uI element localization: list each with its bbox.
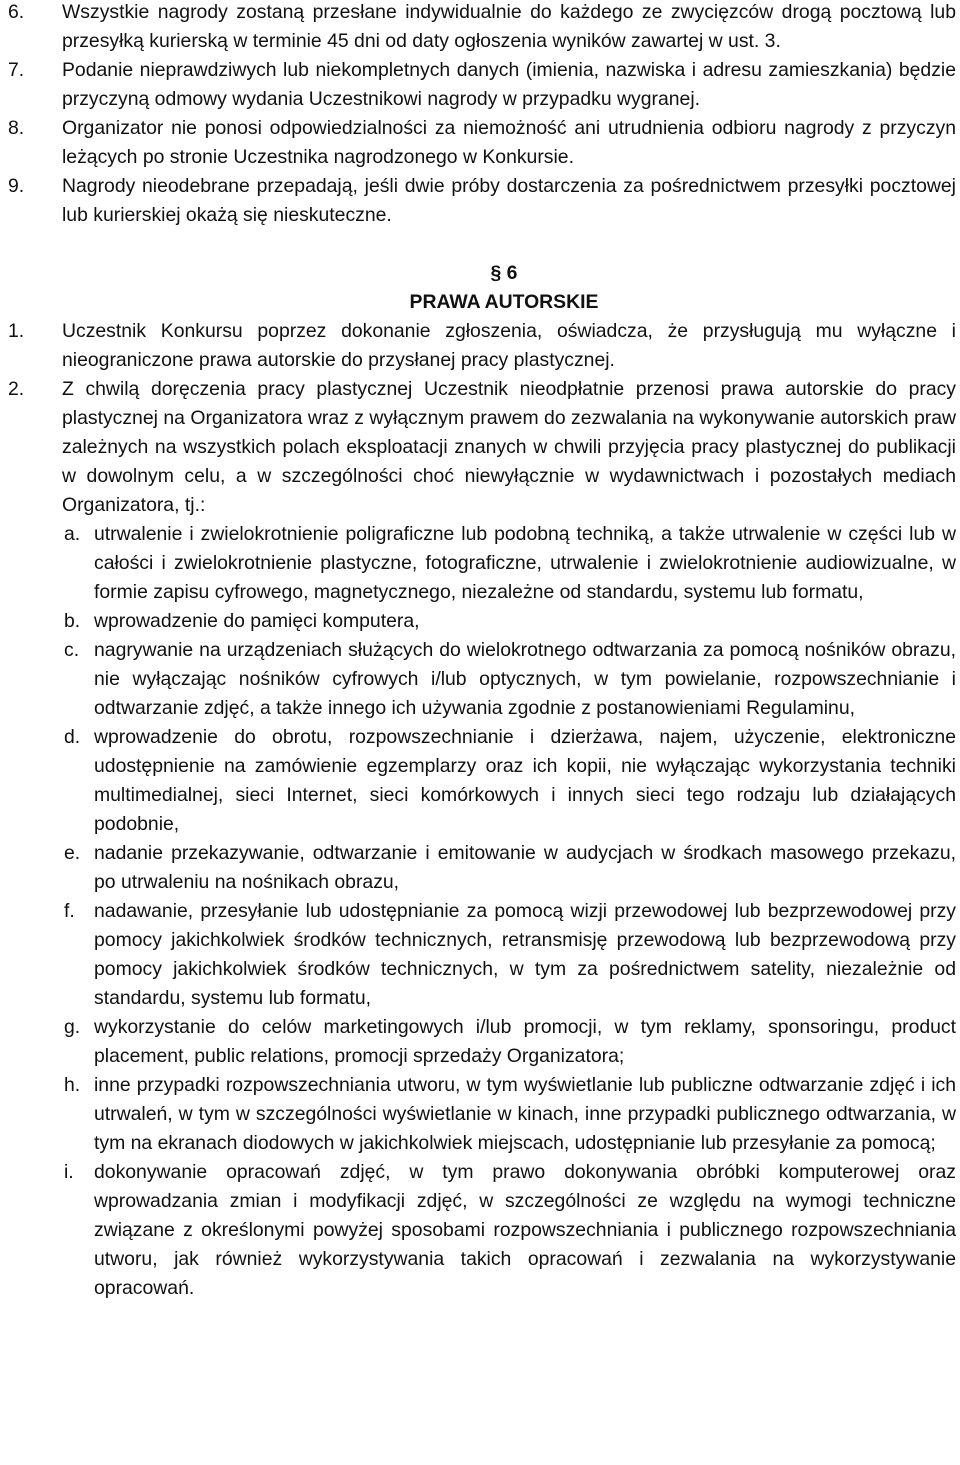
list-item <box>0 56 960 114</box>
sub-item-text: wprowadzenie do pamięci komputera, <box>94 610 420 632</box>
item-number: 9. <box>8 175 25 197</box>
sub-item-letter: h. <box>64 1074 81 1096</box>
item-number: 8. <box>8 117 25 139</box>
item-number: 7. <box>8 59 25 81</box>
item-number: 1. <box>8 320 25 342</box>
exploitation-fields-list <box>0 520 960 1303</box>
item-text: Nagrody nieodebrane przepadają, jeśli dwie próby dostarczenia za pośrednictwem przesyłki pocztowej lub kurierskiej okażą się nieskuteczne. <box>62 175 956 226</box>
sub-item-letter: i. <box>64 1161 74 1183</box>
sub-list-item <box>0 839 960 897</box>
sub-item-letter: b. <box>64 610 81 632</box>
list-item <box>0 0 960 56</box>
sub-item-letter: e. <box>64 842 81 864</box>
sub-list-item <box>0 1013 960 1071</box>
sub-list-item <box>0 636 960 723</box>
sub-item-text: wykorzystanie do celów marketingowych i/lub promocji, w tym reklamy, sponsoringu, product placement, public relations, promocji sprzedaży Organizatora; <box>94 1016 956 1067</box>
sub-list-item <box>0 1158 960 1303</box>
sub-item-letter: g. <box>64 1016 81 1038</box>
section-heading <box>0 259 960 317</box>
sub-list-item <box>0 1071 960 1158</box>
item-number: 2. <box>8 378 25 400</box>
sub-item-text: wprowadzenie do obrotu, rozpowszechnianie i dzierżawa, najem, użyczenie, elektroniczne udostępnienie na zamówienie egzemplarzy oraz ich kopii, nie wyłączając wykorzystania techniki multimedialnej, sieci Internet, sieci komórkowych i innych sieci tego rodzaju lub działających podobnie, <box>94 726 956 835</box>
list-item <box>0 317 960 375</box>
sub-item-text: nadanie przekazywanie, odtwarzanie i emitowanie w audycjach w środkach masowego przekazu, po utrwaleniu na nośnikach obrazu, <box>94 842 956 893</box>
sub-item-letter: a. <box>64 523 81 545</box>
sub-list-item <box>0 607 960 636</box>
list-item <box>0 114 960 172</box>
item-text: Podanie nieprawdziwych lub niekompletnych danych (imienia, nazwiska i adresu zamieszkania) będzie przyczyną odmowy wydania Uczestnikowi nagrody w przypadku wygranej. <box>62 59 956 110</box>
item-number: 6. <box>8 1 25 23</box>
item-text: Organizator nie ponosi odpowiedzialności za niemożność ani utrudnienia odbioru nagrody z przyczyn leżących po stronie Uczestnika nagrodzonego w Konkursie. <box>62 117 956 168</box>
sub-item-text: inne przypadki rozpowszechniania utworu, w tym wyświetlanie lub publiczne odtwarzanie zdjęć i ich utrwaleń, w tym w szczególności wyświetlanie w kinach, inne przypadki publicznego odtwarzania, w tym na ekranach diodowych w jakichkolwiek miejscach, udostępnianie lub przesyłanie za pomocą; <box>94 1074 956 1154</box>
sub-list-item <box>0 723 960 839</box>
sub-item-letter: c. <box>64 639 80 661</box>
prize-rules-list <box>0 0 960 230</box>
item-text: Uczestnik Konkursu poprzez dokonanie zgłoszenia, oświadcza, że przysługują mu wyłączne i nieograniczone prawa autorskie do przysłanej pracy plastycznej. <box>62 320 956 371</box>
sub-item-text: nadawanie, przesyłanie lub udostępnianie za pomocą wizji przewodowej lub bezprzewodowej przy pomocy jakichkolwiek środków technicznych, retransmisję przewodową lub bezprzewodową przy pomocy jakichkolwiek środków technicznych, w tym za pośrednictwem satelity, niezależnie od standardu, systemu lub formatu, <box>94 900 956 1009</box>
sub-list-item <box>0 520 960 607</box>
item-text: Wszystkie nagrody zostaną przesłane indywidualnie do każdego ze zwycięzców drogą pocztową lub przesyłką kurierską w terminie 45 dni od daty ogłoszenia wyników zawartej w ust. 3. <box>62 1 956 52</box>
sub-item-text: dokonywanie opracowań zdjęć, w tym prawo dokonywania obróbki komputerowej oraz wprowadzania zmian i modyfikacji zdjęć, w szczególności ze względu na wymogi techniczne związane z określonymi powyżej sposobami rozpowszechniania i publicznego rozpowszechniania utworu, jak również wykorzystywania takich opracowań i zezwalania na wykorzystywanie opracowań. <box>94 1161 956 1299</box>
section-number: § 6 <box>490 262 518 284</box>
list-item <box>0 172 960 230</box>
sub-item-letter: d. <box>64 726 81 748</box>
list-item <box>0 375 960 520</box>
item-text: Z chwilą doręczenia pracy plastycznej Uczestnik nieodpłatnie przenosi prawa autorskie do pracy plastycznej na Organizatora wraz z wyłącznym prawem do zezwalania na wykonywanie autorskich praw zależnych na wszystkich polach eksploatacji znanych w chwili przyjęcia pracy plastycznej do publikacji w dowolnym celu, a w szczególności choć niewyłącznie w wydawnictwach i pozostałych mediach Organizatora, tj.: <box>62 378 956 516</box>
section-title: PRAWA AUTORSKIE <box>409 291 599 313</box>
copyright-rules-list <box>0 317 960 520</box>
sub-list-item <box>0 897 960 1013</box>
sub-item-letter: f. <box>64 900 75 922</box>
sub-item-text: nagrywanie na urządzeniach służących do wielokrotnego odtwarzania za pomocą nośników obrazu, nie wyłączając nośników cyfrowych i/lub optycznych, w tym powielanie, rozpowszechnianie i odtwarzanie zdjęć, a także innego ich używania zgodnie z postanowieniami Regulaminu, <box>94 639 956 719</box>
sub-item-text: utrwalenie i zwielokrotnienie poligraficzne lub podobną techniką, a także utrwalenie w części lub w całości i zwielokrotnienie plastyczne, fotograficzne, utrwalenie i zwielokrotnienie audiowizualne, w formie zapisu cyfrowego, magnetycznego, niezależne od standardu, systemu lub formatu, <box>94 523 956 603</box>
